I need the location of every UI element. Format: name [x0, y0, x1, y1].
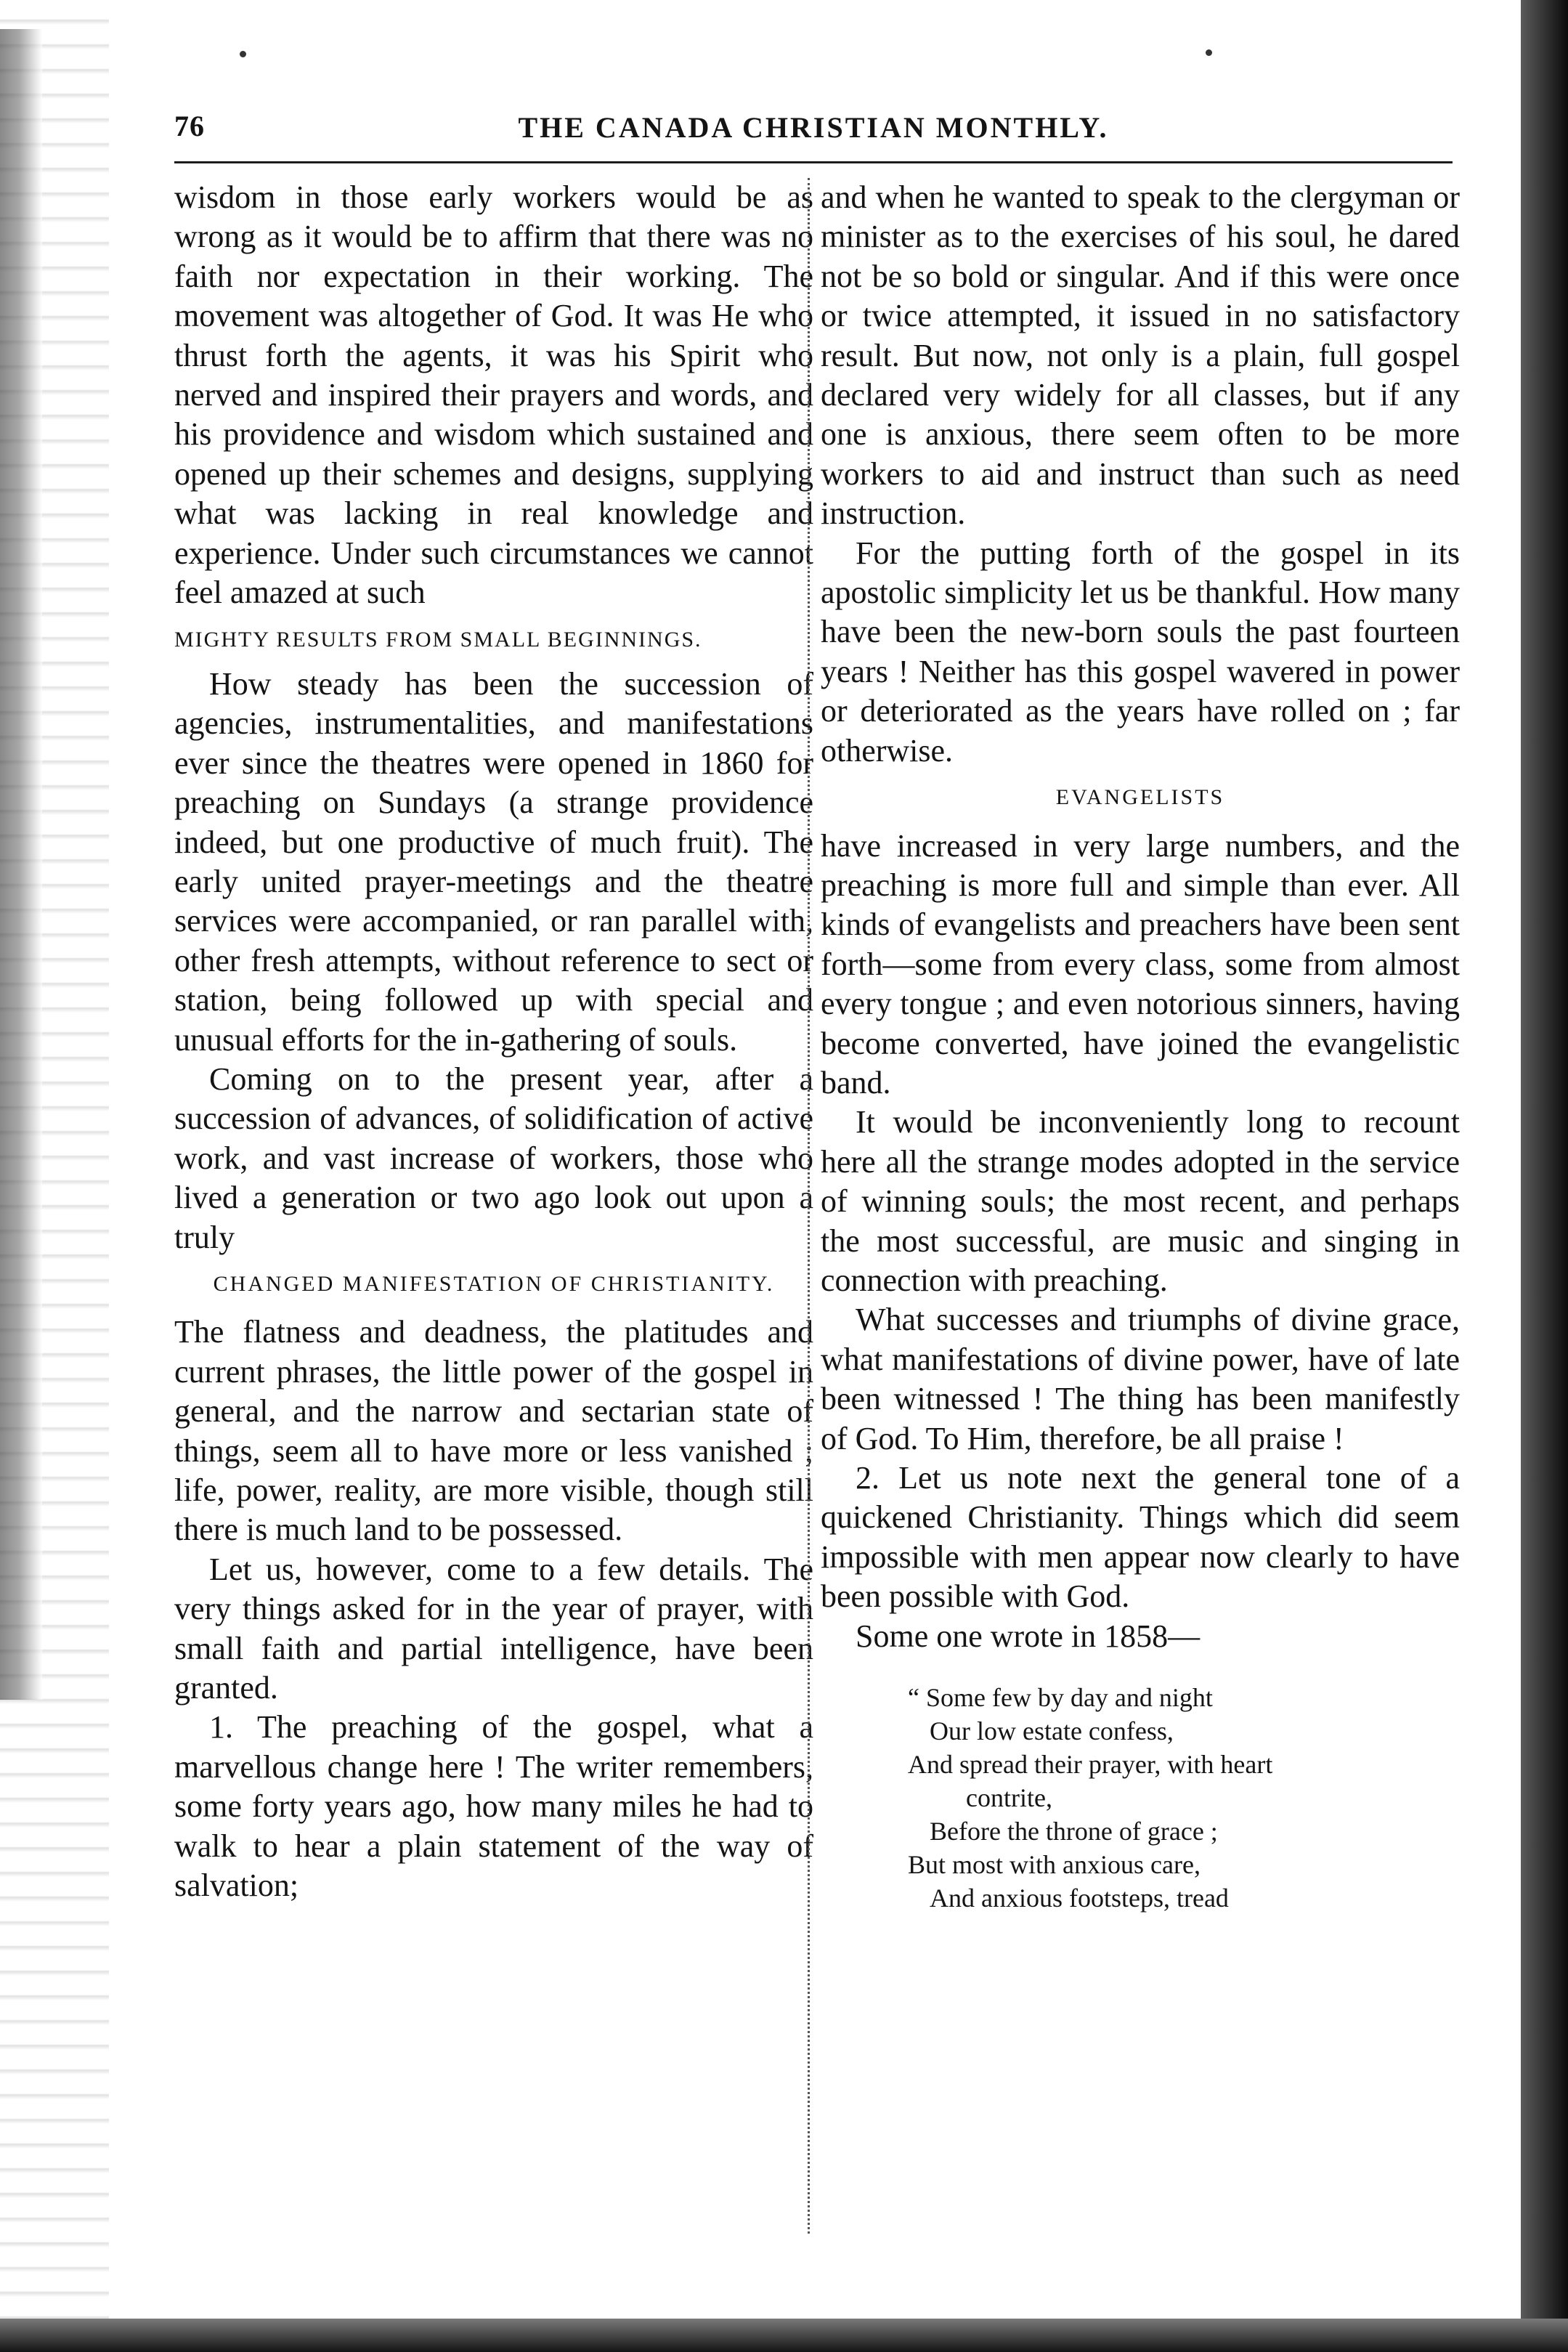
speck [240, 51, 246, 57]
page-edge-bottom [0, 2319, 1568, 2352]
poem-line: But most with anxious care, [908, 1850, 1201, 1880]
paragraph: It would be inconveniently long to recount here all the strange modes adopted in the service of winning souls; the most recent, and perhaps the most successful, are music and singing in connection with preaching. [821, 1104, 1460, 1298]
poem [821, 1681, 1460, 1915]
paragraph: The flatness and deadness, the platitudes and current phrases, the little power of the gospel in general, and the narrow and sectarian state of things, seem all to have more or less vanished ; life, power, reality, are more visible, though still there is much land to be possessed. [174, 1314, 813, 1548]
poem-line: Our low estate confess, [930, 1716, 1174, 1746]
speck [1206, 49, 1212, 56]
poem-line: Before the throne of grace ; [930, 1817, 1218, 1846]
paragraph: How steady has been the succession of agencies, instrumentalities, and manifestations ever since the theatres were opened in 1860 for preaching on Sundays (a strange providence indeed, but one productive of much fruit). The early united prayer-meetings and the theatre services were accompanied, or ran parallel with, other fresh attempts, without reference to sect or station, being followed up with special and unusual efforts for the in-gathering of souls. [174, 665, 813, 1058]
binding-edge [0, 29, 42, 1700]
page-number: 76 [174, 110, 205, 142]
paragraph: What successes and triumphs of divine grace, what manifestations of divine power, have of late been witnessed ! The thing has been manifestly of God. To Him, therefore, be all praise ! [821, 1302, 1460, 1456]
column-rule [808, 178, 810, 2234]
running-head: THE CANADA CHRISTIAN MONTHLY. [518, 111, 1109, 144]
paragraph: Some one wrote in 1858— [856, 1618, 1201, 1654]
section-heading [174, 617, 813, 660]
paragraph: have increased in very large numbers, and the preaching is more full and simple than ever. All kinds of evangelists and preachers have been sent forth—some from every class, some from almost every tongue ; and even notorious sinners, having become converted, have joined the evangelistic band. [821, 827, 1460, 1100]
page-header [174, 109, 1453, 153]
section-heading: CHANGED MANIFESTATION OF CHRISTIANITY. [213, 1271, 775, 1296]
paragraph: 2. Let us note next the general tone of a quickened Christianity. Things which did seem impossible with men appear now clearly to have been possible with God. [821, 1460, 1460, 1615]
page-edge-right [1521, 0, 1568, 2352]
paragraph: Coming on to the present year, after a succession of advances, of solidification of active work, and vast increase of workers, those who lived a generation or two ago look out upon a truly [174, 1061, 813, 1255]
section-heading: EVANGELISTS [1055, 785, 1225, 810]
poem-line: “ Some few by day and night [908, 1683, 1213, 1713]
right-column [821, 178, 1460, 1915]
paragraph: wisdom in those early workers would be as wrong as it would be to affirm that there was no faith nor expectation in their working. The movement was altogether of God. It was He who thrust forth the agents, it was his Spirit who nerved and inspired their prayers and words, and his providence and wisdom which sustained and opened up their schemes and designs, supplying what was lacking in real knowledge and experience. Under such circumstances we cannot feel amazed at such [174, 179, 813, 611]
paragraph: For the putting forth of the gospel in its apostolic simplicity let us be thankful. How many have been the new-born souls the past fourteen years ! Neither has this gospel wavered in power or deteriorated as the years have rolled on ; far otherwise. [821, 535, 1460, 769]
poem-line: And spread their prayer, with heart [908, 1750, 1273, 1780]
header-rule [174, 161, 1453, 163]
poem-line: And anxious footsteps, tread [930, 1883, 1229, 1913]
left-column [174, 178, 813, 1905]
heading-text: MIGHTY RESULTS FROM SMALL BEGINNINGS. [174, 628, 702, 652]
paragraph: and when he wanted to speak to the clergyman or minister as to the exercises of his soul, he dared not be so bold or singular. And if this were once or twice attempted, it issued in no satisfactory result. But now, not only is a plain, full gospel declared very widely for all classes, but if any one is anxious, there seem often to be more workers to aid and instruct than such as need instruction. [821, 179, 1460, 532]
paragraph: 1. The preaching of the gospel, what a marvellous change here ! The writer remembers, some forty years ago, how many miles he had to walk to hear a plain statement of the way of salvation; [174, 1709, 813, 1904]
poem-line: contrite, [966, 1783, 1052, 1813]
paragraph: Let us, however, come to a few details. The very things asked for in the year of prayer, with small faith and partial intelligence, have been granted. [174, 1551, 813, 1706]
